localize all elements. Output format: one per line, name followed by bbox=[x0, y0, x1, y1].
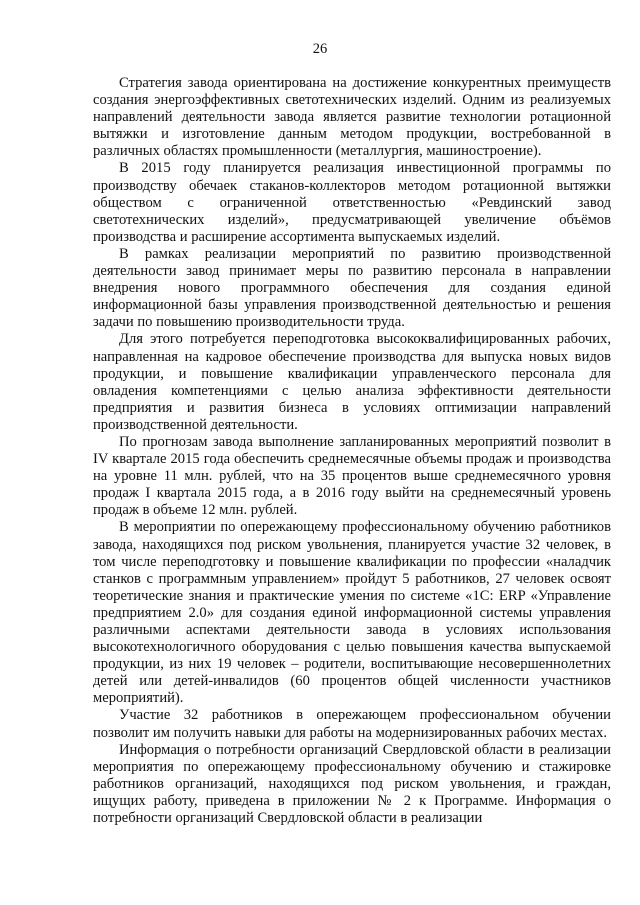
paragraph-strategy: Стратегия завода ориентирована на достижение конкурентных преимуществ создания энергоэффективных светотехнических изделий. Одним из реализуемых направлений деятельности завода является развитие технологии ротационной вытяжки и изготовление данным методом продукции, востребованной в различных областях промышленности (металлургия, машиностроение). bbox=[93, 75, 611, 160]
paragraph-investment-program: В 2015 году планируется реализация инвестиционной программы по производству обечаек стаканов-коллекторов методом ротационной вытяжки обществом с ограниченной ответственностью «Ревдинский завод светотехнических изделий», предусматривающей увеличение объёмов производства и расширение ассортимента выпускаемых изделий. bbox=[93, 160, 611, 245]
page-number: 26 bbox=[312, 41, 328, 57]
paragraph-training-participants: В мероприятии по опережающему профессиональному обучению работников завода, находящихся под риском увольнения, планируется участие 32 человек, в том числе переподготовку и повышение квалификации по профессии «наладчик станков с программным управлением» пройдут 5 работников, 27 человек освоят теоретические знания и практические умения по системе «1С: ERP «Управление предприятием 2.0» для создания единой информационной системы управления различными аспектами деятельности завода в условиях использования высокотехнологичного оборудования с целью повышения качества выпускаемой продукции, из них 19 человек – родители, воспитывающие несовершеннолетних детей или детей-инвалидов (60 процентов общей численности участников мероприятий). bbox=[93, 519, 611, 707]
paragraph-training-outcome: Участие 32 работников в опережающем профессиональном обучении позволит им получить навыки для работы на модернизированных рабочих местах. bbox=[93, 707, 611, 741]
paragraph-organizations-needs: Информация о потребности организаций Свердловской области в реализации мероприятия по опережающему профессиональному обучению и стажировке работников организаций, находящихся под риском увольнения, и граждан, ищущих работу, приведена в приложении № 2 к Программе. Информация о потребности организаций Свердловской области в реализации bbox=[93, 741, 611, 827]
paragraph-retraining: Для этого потребуется переподготовка высококвалифицированных рабочих, направленная на кадровое обеспечение производства для выпуска новых видов продукции, и повышение квалификации управленческого персонала для овладения компетенциями с целью анализа эффективности деятельности предприятия и развития бизнеса в условиях оптимизации направлений производственной деятельности. bbox=[93, 331, 611, 433]
paragraph-sales-forecast: По прогнозам завода выполнение запланированных мероприятий позволит в IV квартале 2015 года обеспечить среднемесячные объемы продаж и производства на уровне 11 млн. рублей, что на 35 процентов выше среднемесячного уровня продаж I квартала 2015 года, а в 2016 году выйти на среднемесячный уровень продаж в объеме 12 млн. рублей. bbox=[93, 433, 611, 519]
paragraph-personnel-development: В рамках реализации мероприятий по развитию производственной деятельности завод принимает меры по развитию персонала в направлении внедрения нового программного обеспечения для создания единой информационной базы управления производственной деятельностью и решения задачи по повышению производительности труда. bbox=[93, 245, 611, 331]
document-body bbox=[93, 75, 611, 827]
